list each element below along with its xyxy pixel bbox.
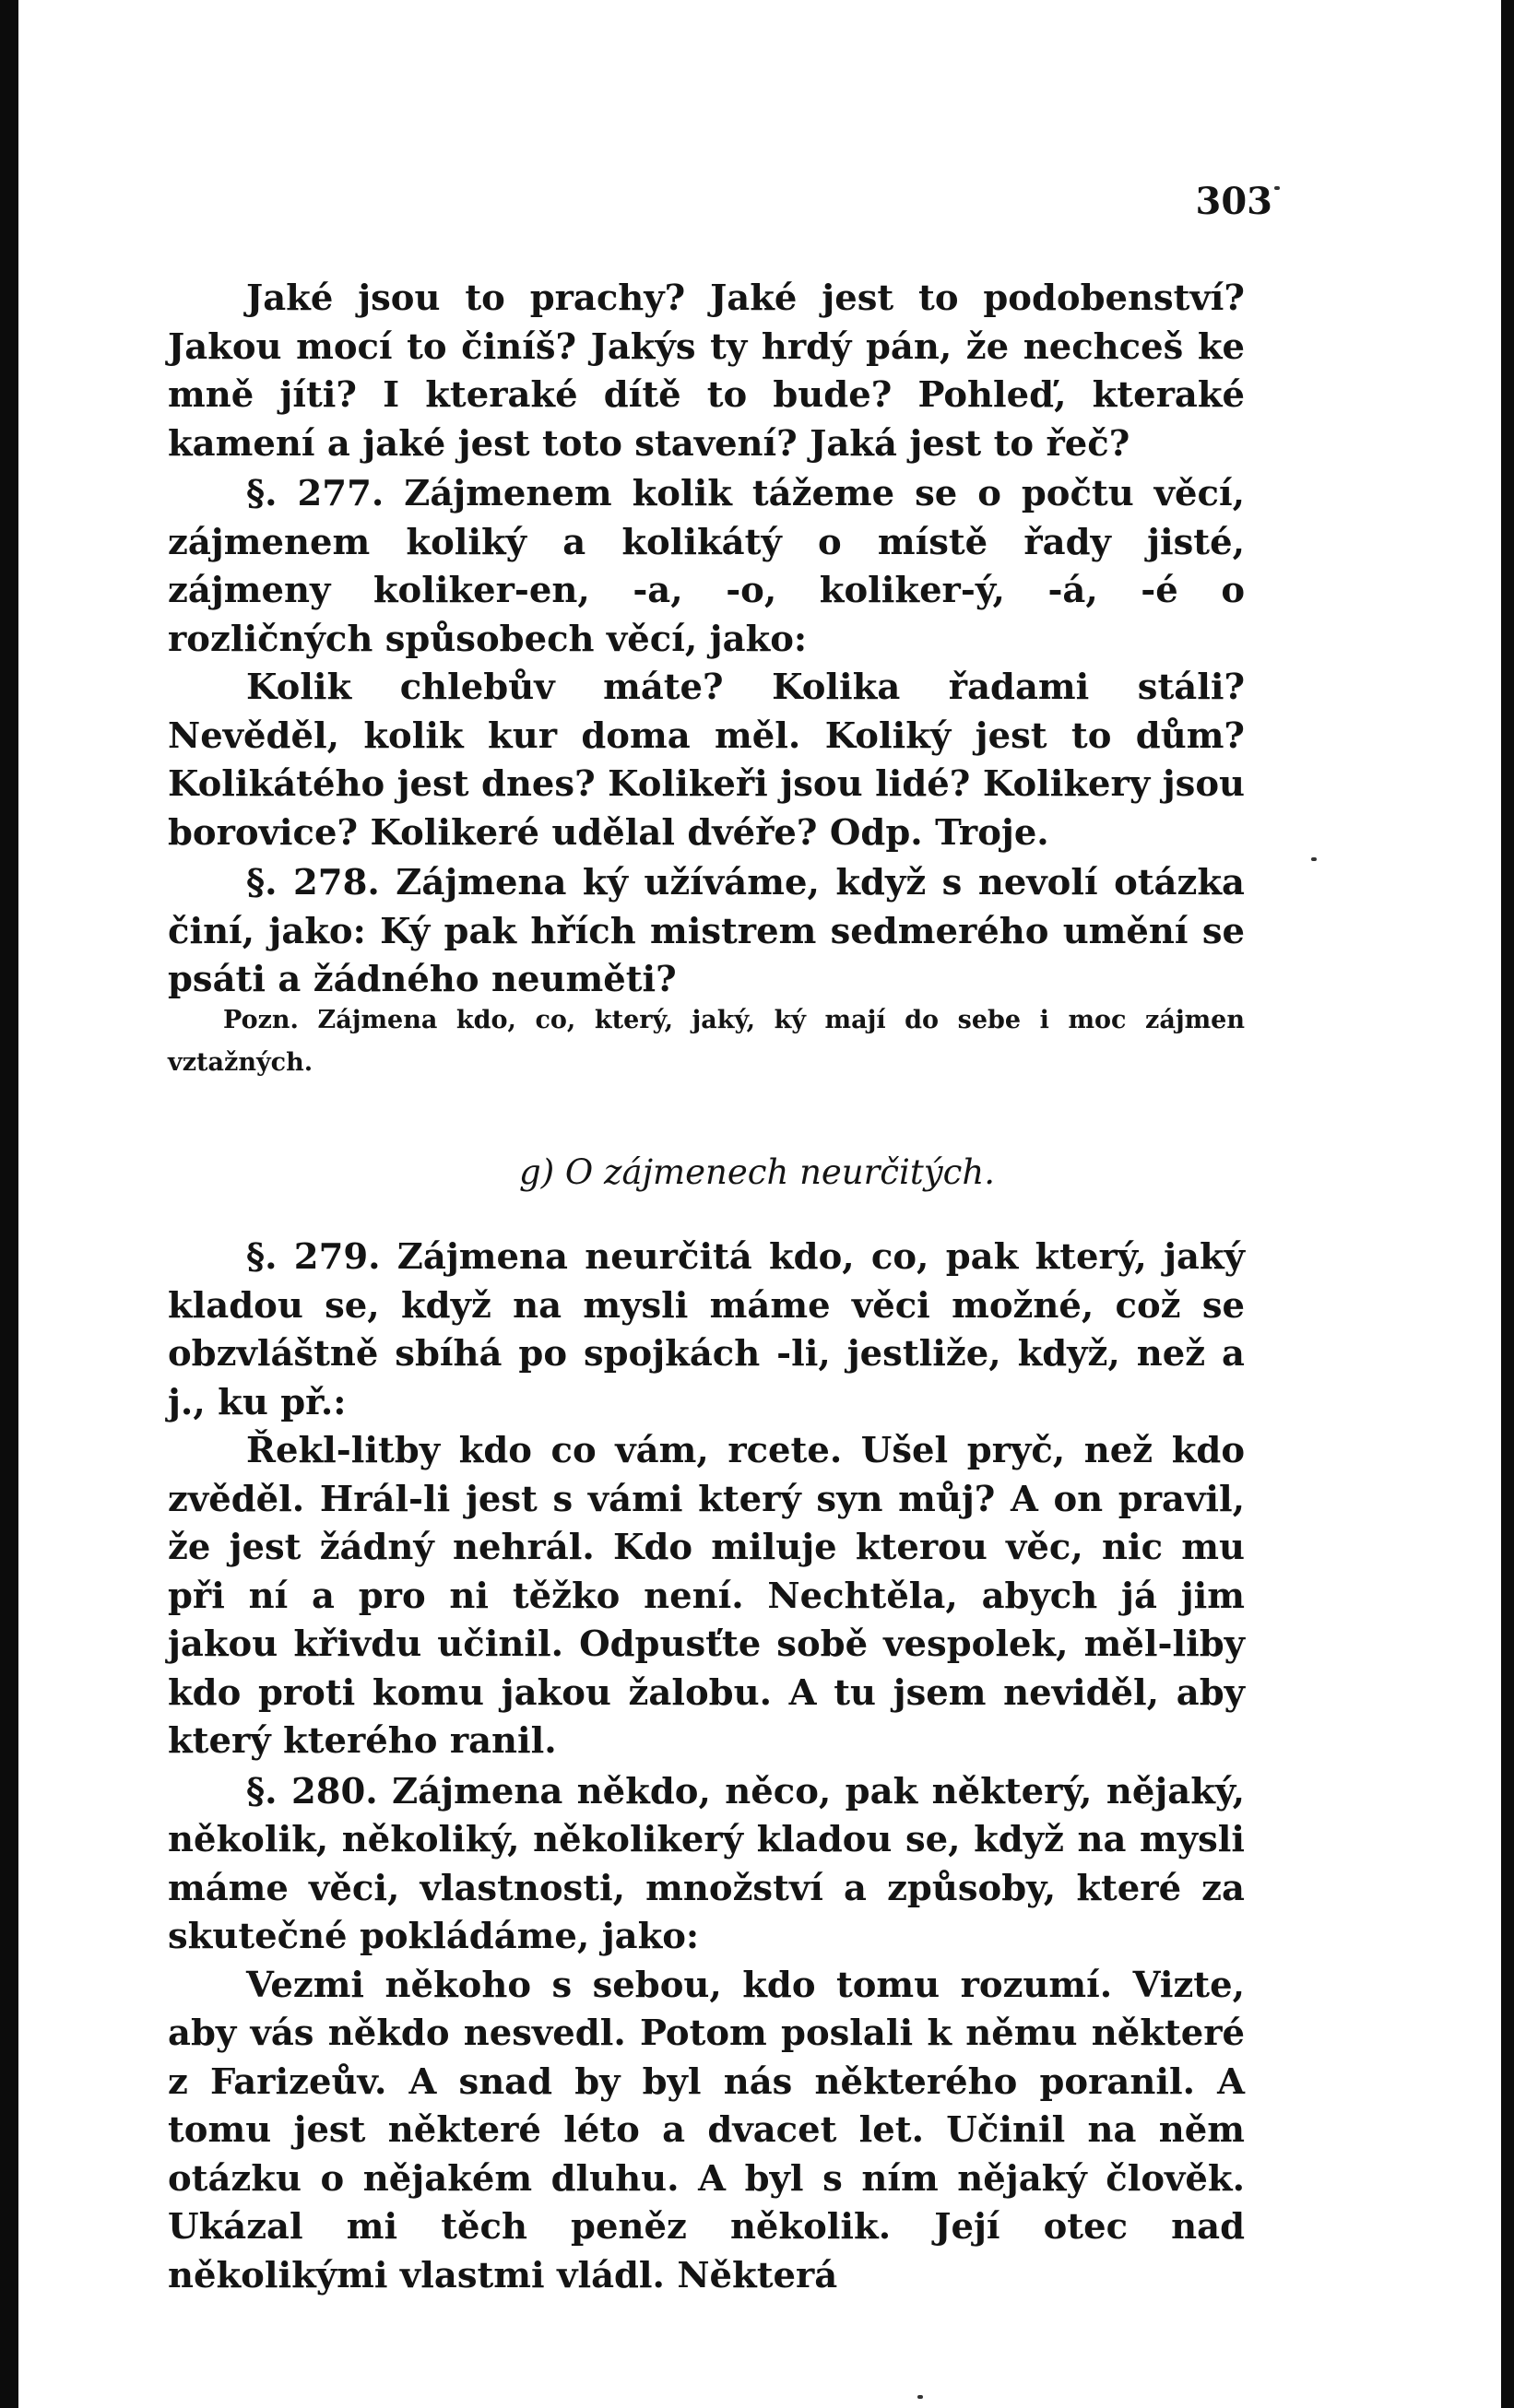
scan-left-border: [0, 0, 18, 2408]
scan-speck: [1274, 186, 1280, 190]
note-text: Pozn. Zájmena kdo, co, který, jaký, ký mají do sebe i moc zájmen vztažných.: [168, 1006, 1245, 1077]
paragraph-section-278: §. 278. Zájmena ký užíváme, když s nevolí otázka činí, jako: Ký pak hřích mistrem sedmerého umění se psáti a žádného neuměti?: [168, 862, 1245, 1000]
text-block-lower: [168, 1234, 1245, 2300]
paragraph-questions-jake: Jaké jsou to prachy? Jaké jest to podobenství? Jakou mocí to činíš? Jakýs ty hrdý pán, že nechceš ke mně jíti? I kteraké dítě to bude? Pohleď, kteraké kamení a jaké jest toto stavení? Jaká jest to řeč?: [168, 277, 1245, 465]
text-block-upper: [168, 275, 1245, 1005]
page-number: 303: [1195, 180, 1272, 223]
paragraph-section-277: §. 277. Zájmenem kolik tážeme se o počtu věcí, zájmenem koliký a kolikátý o místě řady jisté, zájmeny koliker-en, -a, -o, koliker-ý, -á, -é o rozličných spůsobech věcí, jako:: [168, 473, 1245, 660]
paragraph-section-279: §. 279. Zájmena neurčitá kdo, co, pak který, jaký kladou se, když na mysli máme věci možné, což se obzvláštně sbíhá po spojkách -li, jestliže, když, než a j., ku př.:: [168, 1236, 1245, 1423]
footnote-pozn: [168, 999, 1245, 1084]
paragraph-examples-nekdo: Vezmi někoho s sebou, kdo tomu rozumí. Vizte, aby vás někdo nesvedl. Potom poslali k němu některé z Farizeův. A snad by byl nás některého poranil. A tomu jest některé léto a dvacet let. Učinil na něm otázku o nějakém dluhu. A byl s ním nějaký člověk. Ukázal mi těch peněz několik. Její otec nad několikými vlastmi vládl. Některá: [168, 1964, 1245, 2296]
scan-right-border: [1501, 0, 1514, 2408]
scan-speck: [1311, 857, 1317, 861]
paragraph-section-280: §. 280. Zájmena někdo, něco, pak některý, nějaký, několik, několiký, několikerý kladou se, když na mysli máme věci, vlastnosti, množství a způsoby, které za skutečné pokládáme, jako:: [168, 1770, 1245, 1957]
section-heading: g) O zájmenech neurčitých.: [519, 1152, 995, 1192]
paragraph-examples-kolik: Kolik chlebův máte? Kolika řadami stáli? Nevěděl, kolik kur doma měl. Koliký jest to dům? Kolikátého jest dnes? Kolikeři jsou lidé? Kolikery jsou borovice? Kolikeré udělal dvéře? Odp. Troje.: [168, 667, 1245, 854]
scan-speck: [917, 2395, 923, 2399]
paragraph-examples-kdo: Řekl-litby kdo co vám, rcete. Ušel pryč, než kdo zvěděl. Hrál-li jest s vámi který syn můj? A on pravil, že jest žádný nehrál. Kdo miluje kterou věc, nic mu při ní a pro ni těžko není. Nechtěla, abych já jim jakou křivdu učinil. Odpusťte sobě vespolek, měl-liby kdo proti komu jakou žalobu. A tu jsem neviděl, aby který kterého ranil.: [168, 1430, 1245, 1762]
